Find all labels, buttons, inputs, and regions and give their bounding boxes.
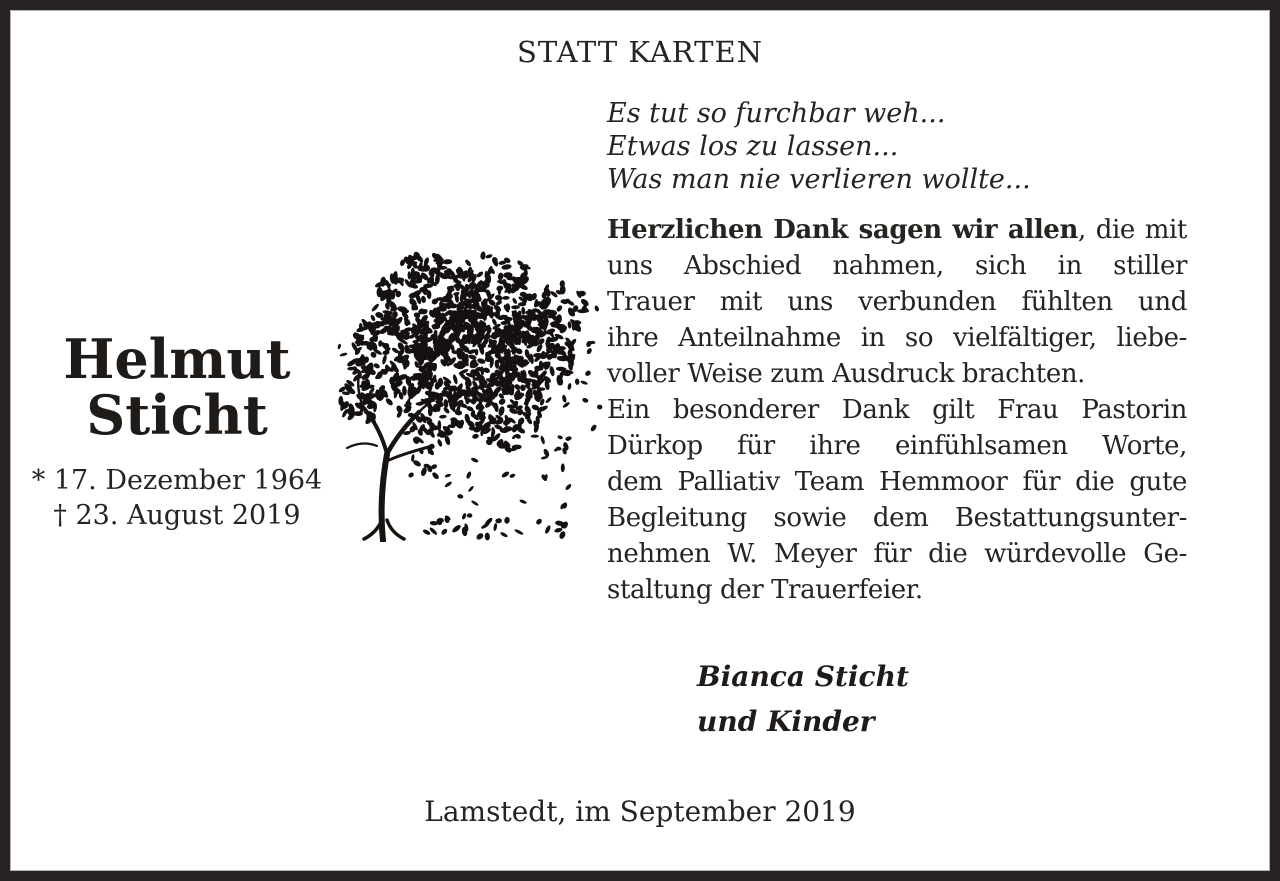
text-line: Begleitung sowie dem Bestattungsunter- — [607, 503, 1187, 533]
text-line: staltung der Trauerfeier. — [607, 575, 923, 605]
windswept-tree-illustration — [333, 250, 605, 542]
dateline: Lamstedt, im September 2019 — [424, 795, 856, 828]
death-date: † 23. August 2019 — [53, 500, 301, 531]
text-line: Dürkop für ihre einfühlsamen Worte, — [607, 431, 1187, 461]
thank-you-text — [607, 212, 1187, 608]
special-thanks-paragraph — [607, 392, 1187, 608]
poem — [607, 97, 1031, 196]
text-line: Trauer mit uns verbunden fühlten und — [607, 287, 1187, 317]
text-line: dem Palliativ Team Hemmoor für die gute — [607, 467, 1187, 497]
deceased-panel — [12, 327, 342, 533]
poem-line: Es tut so furchbar weh... — [607, 98, 946, 129]
text-line: voller Weise zum Ausdruck brachten. — [607, 359, 1086, 389]
signature-line: Bianca Sticht — [697, 660, 909, 693]
thanks-paragraph — [607, 212, 1187, 392]
deceased-first-name: Helmut — [63, 327, 291, 391]
deceased-last-name: Sticht — [86, 383, 268, 447]
deceased-name — [12, 327, 342, 447]
text-line: uns Abschied nahmen, sich in stiller — [607, 251, 1187, 281]
life-dates — [12, 463, 342, 533]
signature-line: und Kinder — [697, 705, 875, 738]
text-line: Ein besonderer Dank gilt Frau Pastorin — [607, 395, 1187, 425]
text-line: nehmen W. Meyer für die würdevolle Ge- — [607, 539, 1187, 569]
tree-leaves — [337, 251, 603, 541]
poem-line: Etwas los zu lassen... — [607, 131, 899, 162]
text-line: ihre Anteilnahme in so vielfältiger, liebe- — [607, 323, 1187, 353]
thanks-bold-lead: Herzlichen Dank sagen wir allen — [607, 215, 1078, 245]
statt-karten-header: STATT KARTEN — [516, 35, 764, 69]
birth-date: * 17. Dezember 1964 — [31, 465, 323, 496]
text-line-rest: , die mit — [1077, 215, 1187, 245]
signature — [697, 654, 909, 744]
text-line — [607, 212, 1187, 248]
poem-line: Was man nie verlieren wollte... — [607, 164, 1031, 195]
